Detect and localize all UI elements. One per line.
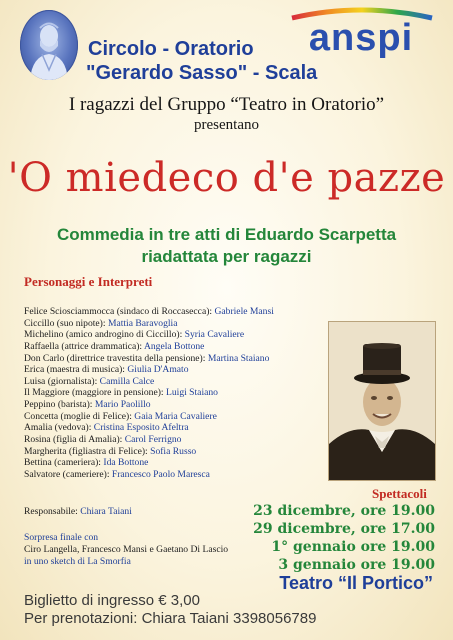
spettacoli-heading: Spettacoli (372, 486, 427, 501)
cast-role: Concetta (moglie di Felice): (24, 410, 135, 422)
cast-actor: Giulia D'Amato (127, 364, 189, 376)
cast-row (24, 457, 354, 469)
cast-role: Margherita (figliastra di Felice): (24, 445, 151, 457)
responsabile-label: Responsabile: (24, 506, 81, 517)
cast-role: Michelino (amico androgino di Ciccillo): (24, 329, 185, 341)
cast-row (24, 376, 354, 388)
cast-actor: Angela Bottone (143, 340, 205, 352)
cast-role: Amalia (vedova): (24, 422, 94, 434)
responsabile-name: Chiara Taiani (80, 506, 132, 517)
show-date-1: 23 dicembre, ore 19.00 (253, 503, 435, 519)
booking-contact: Per prenotazioni: Chiara Taiani 3398056789 (24, 610, 317, 627)
cast-row (24, 318, 354, 330)
cast-role: Il Maggiore (maggiore in pensione): (24, 387, 166, 399)
cast-row (24, 399, 354, 411)
actor-photo (329, 322, 435, 480)
cast-role: Salvatore (cameriere): (24, 468, 112, 480)
circolo-title: Circolo - Oratorio (88, 38, 254, 60)
cast-actor: Cristina Esposito Afeltra (93, 422, 189, 434)
actor-in-top-hat-icon (329, 322, 435, 480)
cast-row (24, 306, 354, 318)
cast-role: Ciccillo (suo nipote): (24, 317, 108, 329)
cast-actor: Camilla Calce (99, 375, 155, 387)
ticket-price: Biglietto di ingresso € 3,00 (24, 592, 200, 609)
cast-role: Bettina (cameriera): (24, 457, 104, 469)
cast-heading: Personaggi e Interpreti (24, 274, 153, 289)
cast-role: Rosina (figlia di Amalia): (24, 434, 125, 446)
cast-actor: Luigi Staiano (166, 387, 218, 399)
cast-actor: Syria Cavaliere (184, 329, 245, 341)
cast-role: Peppino (barista): (24, 399, 95, 411)
play-title: 'O miedeco d'e pazze (7, 155, 446, 201)
cast-role: Erica (maestra di musica): (24, 364, 128, 376)
cast-role: Don Carlo (direttrice travestita della pensione): (24, 352, 208, 364)
cast-actor: Gaia Maria Cavaliere (134, 410, 217, 422)
cast-row (24, 469, 354, 481)
cast-row (24, 387, 354, 399)
gerardo-sasso-title: "Gerardo Sasso" - Scala (86, 62, 318, 84)
show-date-4: 3 gennaio ore 19.00 (278, 557, 435, 573)
sorpresa-performers: Ciro Langella, Francesco Mansi e Gaetano Di Lascio (24, 544, 229, 555)
cast-row (24, 341, 354, 353)
cast-actor: Ida Bottone (103, 457, 149, 469)
saint-portrait-icon (20, 10, 78, 80)
cast-role: Felice Sciosciammocca (sindaco di Roccasecca): (24, 306, 215, 317)
cast-list (24, 306, 354, 481)
intro-line: I ragazzi del Gruppo “Teatro in Oratorio” (68, 94, 385, 115)
cast-actor: Martina Staiano (207, 352, 270, 364)
subtitle-line-2: riadattata per ragazzi (141, 247, 312, 266)
cast-actor: Mattia Baravoglia (107, 317, 178, 329)
responsabile-line (24, 506, 132, 517)
sorpresa-block (24, 532, 264, 568)
cast-actor: Mario Paolillo (94, 399, 151, 411)
cast-row (24, 329, 354, 341)
cast-actor: Sofia Russo (150, 445, 197, 457)
cast-row (24, 411, 354, 423)
cast-row (24, 353, 354, 365)
show-date-3: 1° gennaio ore 19.00 (271, 539, 435, 555)
cast-actor: Francesco Paolo Maresca (111, 468, 210, 480)
saint-portrait-medallion (20, 10, 78, 80)
cast-row (24, 422, 354, 434)
presentano-line: presentano (194, 117, 259, 133)
sorpresa-sketch: in uno sketch di La Smorfia (24, 556, 131, 567)
cast-actor: Gabriele Mansi (214, 306, 274, 317)
anspi-logo-text: anspi (308, 17, 414, 58)
cast-role: Raffaella (attrice drammatica): (24, 340, 144, 352)
cast-actor: Carol Ferrigno (124, 434, 182, 446)
show-date-2: 29 dicembre, ore 17.00 (253, 521, 435, 537)
cast-row (24, 364, 354, 376)
cast-role: Luisa (giornalista): (24, 375, 100, 387)
anspi-logo (286, 4, 436, 58)
cast-row (24, 434, 354, 446)
venue-name: Teatro “Il Portico” (279, 573, 433, 593)
subtitle-line-1: Commedia in tre atti di Eduardo Scarpetta (56, 225, 397, 244)
sorpresa-heading: Sorpresa finale con (24, 532, 99, 543)
cast-row (24, 446, 354, 458)
